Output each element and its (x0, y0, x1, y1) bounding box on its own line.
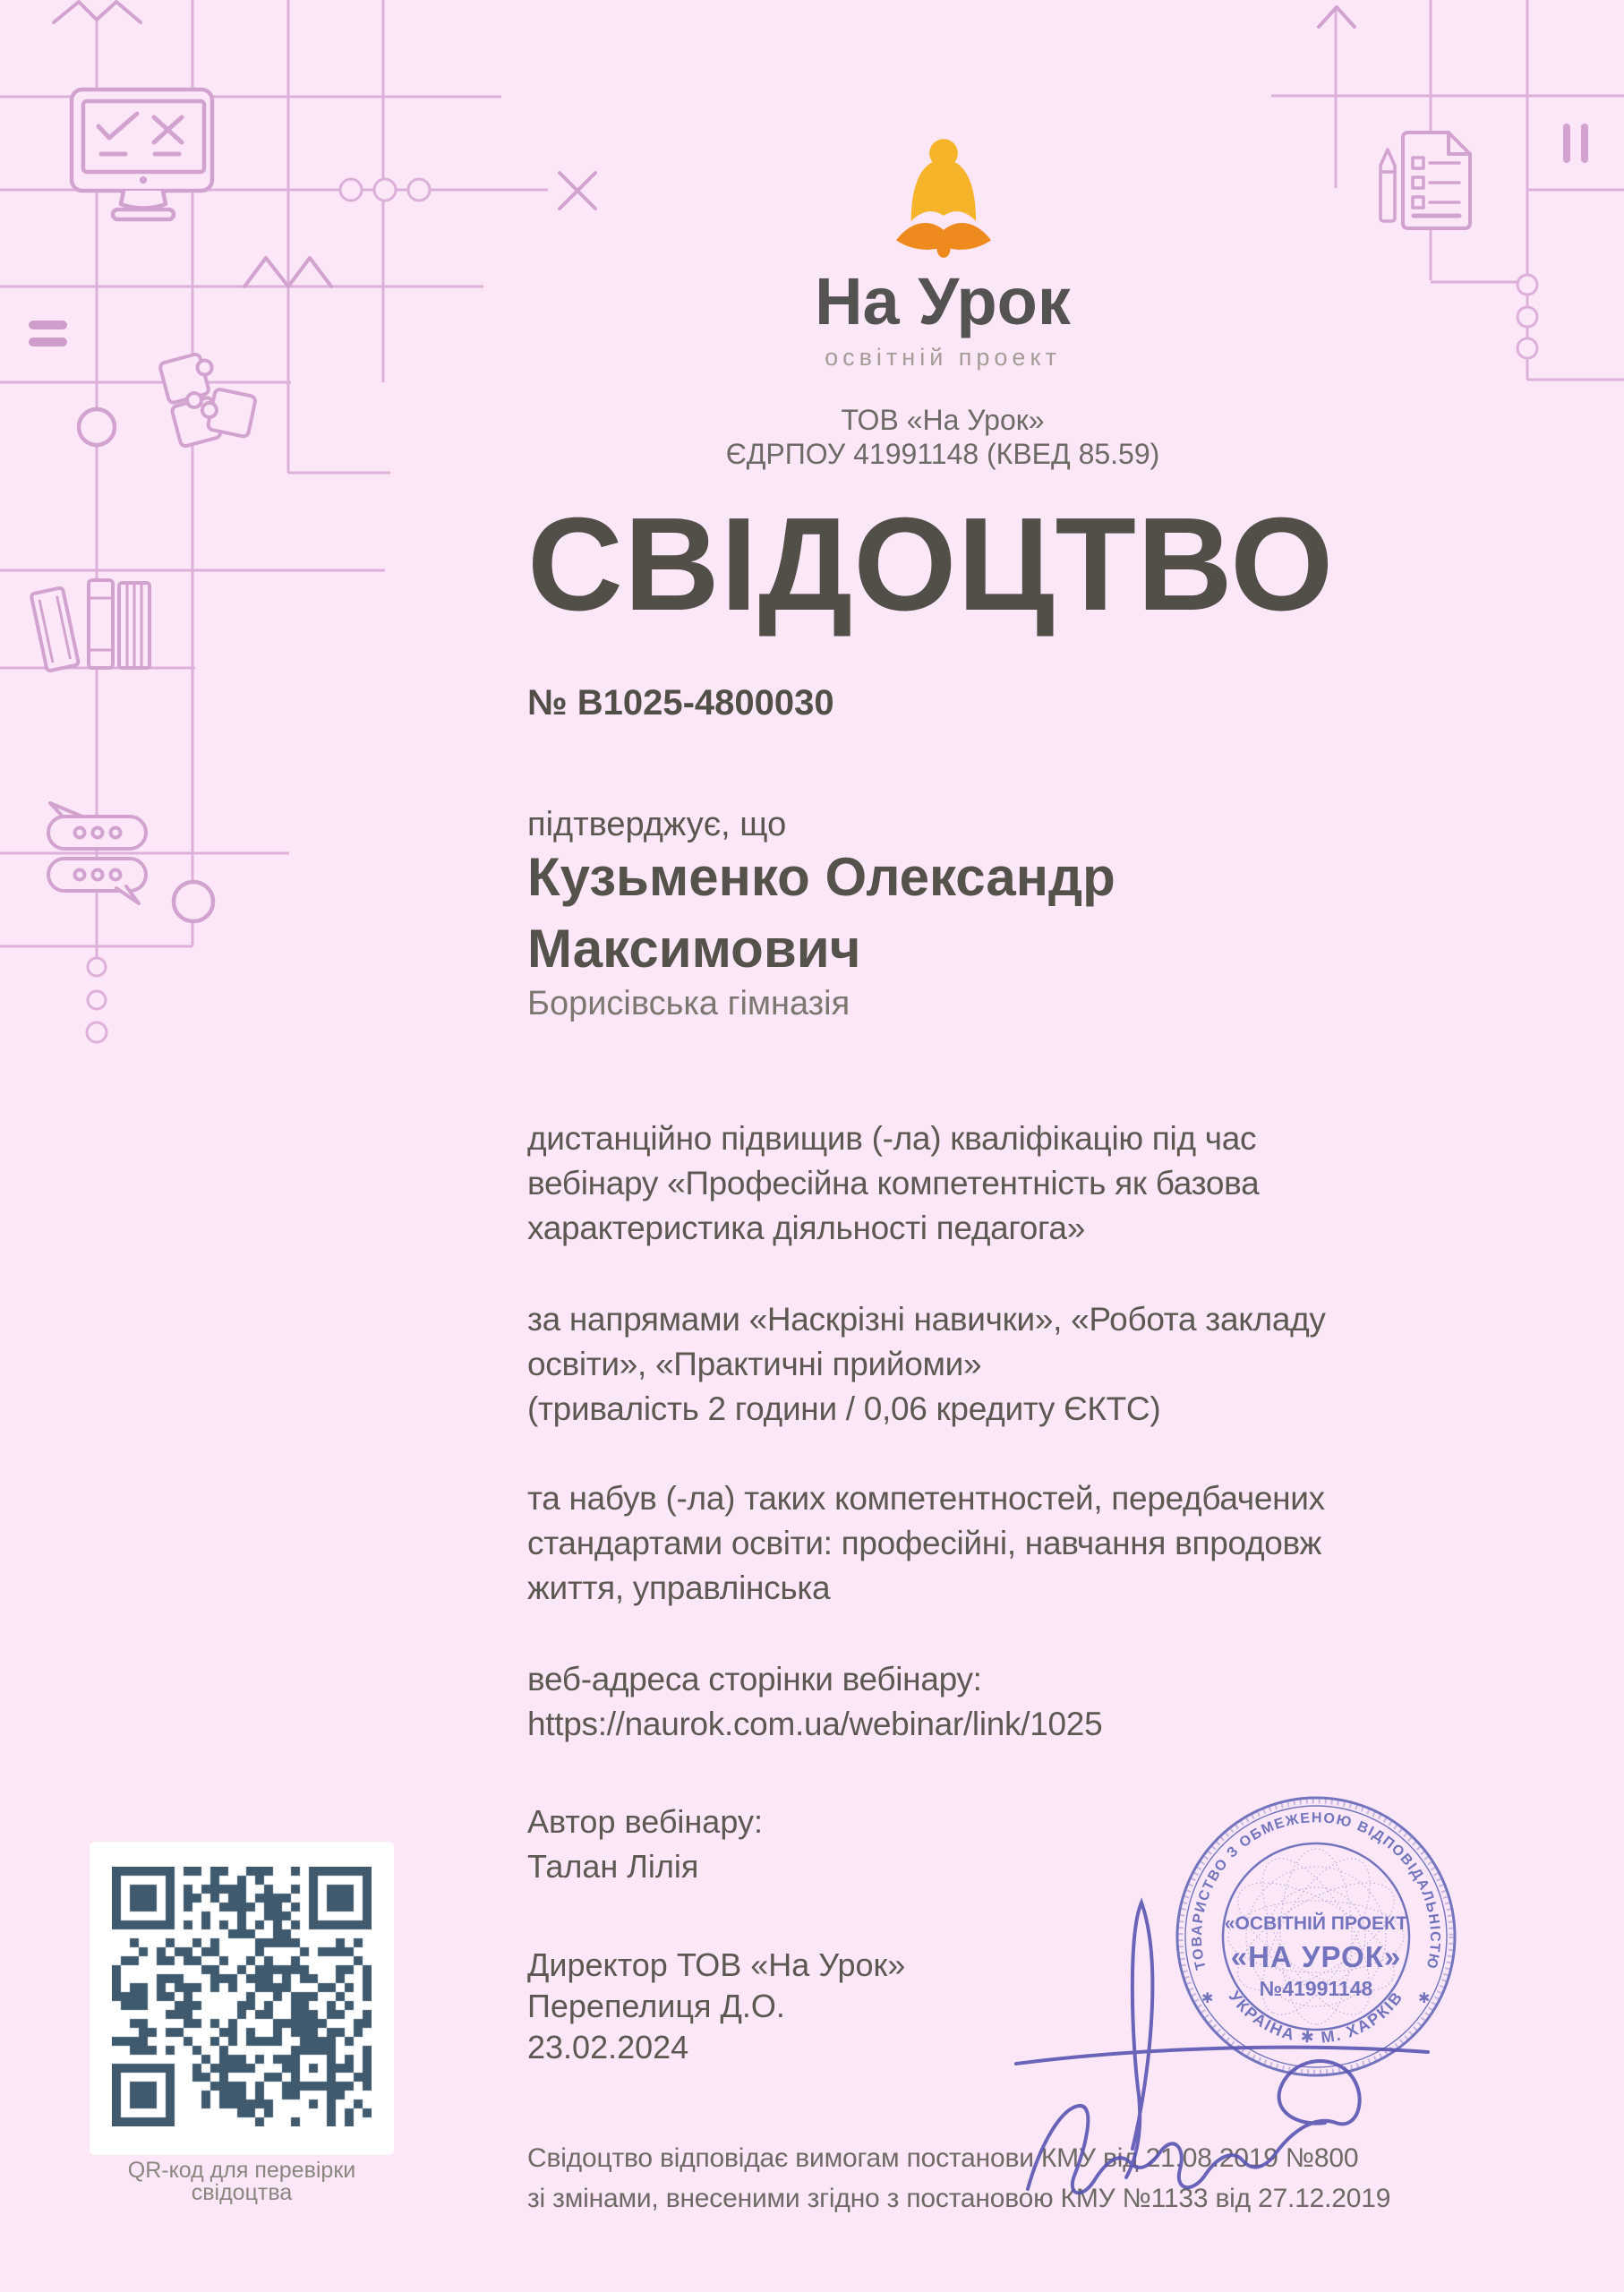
author-label: Автор вебінару: (527, 1803, 763, 1840)
qr-code (112, 1867, 372, 2126)
company-name: ТОВ «На Урок» (841, 404, 1045, 436)
confirm-text: підтверджує, що (527, 806, 787, 843)
qr-caption: QR-код для перевірки свідоцтва (127, 2158, 356, 2205)
recipient-name (527, 842, 1115, 985)
stamp-center-line3: №41991148 (1259, 1977, 1373, 2000)
webinar-link-block (527, 1657, 1102, 1747)
paragraph-line: за напрямами «Наскрізні навички», «Робота закладу (527, 1301, 1326, 1338)
director-signature (940, 1862, 1477, 2220)
books-icon (31, 580, 150, 671)
paragraph-line: стандартами освіти: професійні, навчання впродовж (527, 1525, 1321, 1561)
webinar-link-label: веб-адреса сторінки вебінару: (527, 1661, 982, 1698)
author-block (527, 1800, 763, 1889)
stamp-star-left: ✱ (1201, 1991, 1214, 2006)
paragraph-line: (тривалість 2 години / 0,06 кредиту ЄКТС) (527, 1390, 1161, 1427)
equals-icon (29, 321, 67, 346)
x-mark-icon (560, 173, 595, 209)
stamp-center-line1: «ОСВІТНІЙ ПРОЕКТ (1224, 1913, 1408, 1934)
recipient-name-line2: Максимович (527, 919, 861, 979)
recipient-school: Борисівська гімназія (527, 985, 850, 1022)
recipient-name-line1: Кузьменко Олександр (527, 847, 1115, 907)
paragraph-line: та набув (-ла) таких компетентностей, передбачених (527, 1480, 1325, 1517)
paragraph-line: дистанційно підвищив (-ла) кваліфікацію під час (527, 1120, 1257, 1157)
pause-icon (1563, 124, 1588, 163)
stamp-star-right: ✱ (1418, 1991, 1431, 2006)
stamp-center-line2: «НА УРОК» (1230, 1940, 1402, 1973)
paragraph-competences (527, 1476, 1325, 1611)
zigzag-top-icon (54, 2, 141, 22)
director-name: Перепелиця Д.О. (527, 1988, 785, 2024)
author-name: Талан Лілія (527, 1848, 699, 1885)
qr-code-box (90, 1842, 394, 2155)
document-icon (1380, 133, 1470, 228)
paragraph-line: життя, управлінська (527, 1569, 831, 1606)
logo-tagline: освітній проект (825, 344, 1061, 371)
footer-line2: зі змінами, внесеними згідно з постановою КМУ №1133 від 27.12.2019 (527, 2184, 1391, 2213)
issue-date: 23.02.2024 (527, 2029, 689, 2065)
puzzle-icon (159, 351, 256, 447)
paragraph-line: характеристика діяльності педагога» (527, 1210, 1085, 1246)
stamp-ring-top-text: ТОВАРИСТВО З ОБМЕЖЕНОЮ ВІДПОВІДАЛЬНІСТЮ (1189, 1810, 1443, 1971)
bell-logo-icon (896, 139, 991, 258)
footer-line1: Свідоцтво відповідає вимогам постанови КМУ від 21.08.2019 №800 (527, 2143, 1359, 2173)
paragraph-directions (527, 1297, 1326, 1432)
paragraph-line: освіти», «Практичні прийоми» (527, 1346, 982, 1382)
stamp-ring-bottom-text: УКРАЇНА ✱ М. ХАРКІВ (1225, 1987, 1407, 2047)
logo-brand: На Урок (815, 264, 1071, 338)
paragraph-line: вебінару «Професійна компетентність як базова (527, 1165, 1260, 1202)
director-title: Директор ТОВ «На Урок» (527, 1946, 906, 1983)
monitor-icon (72, 90, 212, 219)
company-edrpou: ЄДРПОУ 41991148 (КВЕД 85.59) (725, 438, 1160, 470)
certificate-title: СВІДОЦТВО (527, 491, 1335, 638)
paragraph-webinar (527, 1116, 1259, 1251)
director-block (527, 1945, 905, 2068)
certificate-number: № В1025-4800030 (527, 683, 834, 723)
webinar-link-url: https://naurok.com.ua/webinar/link/1025 (527, 1706, 1103, 1742)
